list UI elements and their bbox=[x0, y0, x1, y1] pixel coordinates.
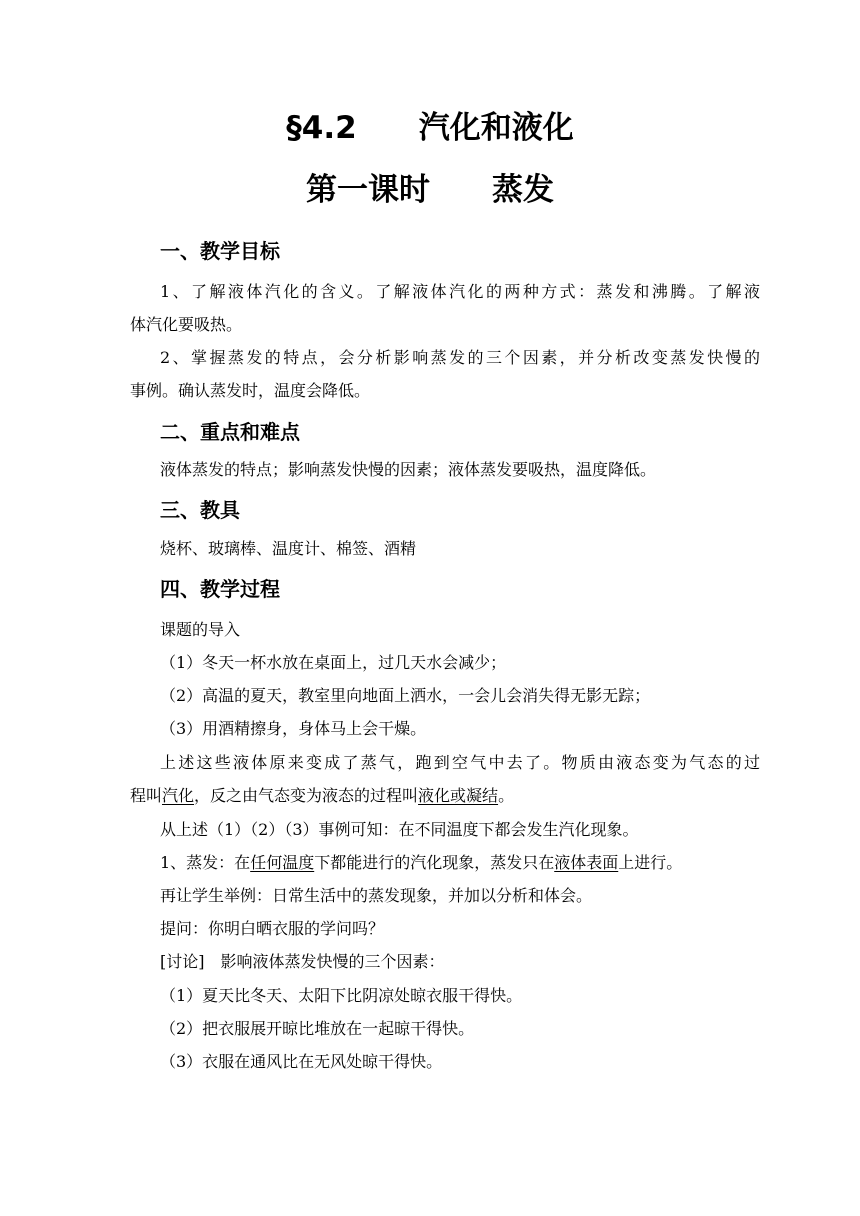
section-heading-goals: 一、教学目标 bbox=[160, 239, 280, 263]
process-question: 提问：你明白晒衣服的学问吗？ bbox=[160, 919, 385, 938]
term-any-temperature: 任何温度 bbox=[250, 853, 315, 872]
process-case-2: （2）高温的夏天，教室里向地面上洒水，一会儿会消失得无影无踪； bbox=[160, 686, 651, 705]
term-liquid-surface: 液体表面 bbox=[554, 853, 619, 872]
evap-text-c: 上进行。 bbox=[618, 853, 683, 872]
key-points-text: 液体蒸发的特点；影响蒸发快慢的因素；液体蒸发要吸热，温度降低。 bbox=[160, 460, 657, 479]
evap-text-a: 1、蒸发：在 bbox=[160, 853, 251, 872]
process-discussion: [讨论] 影响液体蒸发快慢的三个因素： bbox=[160, 952, 445, 971]
explain-text-b: ，反之由气态变为液态的过程叫 bbox=[194, 786, 419, 805]
page-subtitle: 第一课时 蒸发 bbox=[306, 172, 554, 208]
section-heading-tools: 三、教具 bbox=[160, 498, 240, 522]
goal-item-2-line-2: 事例。确认蒸发时，温度会降低。 bbox=[130, 381, 371, 400]
goal-item-1-line-2: 体汽化要吸热。 bbox=[130, 315, 243, 334]
explain-text-c: 。 bbox=[498, 786, 515, 805]
process-explain-line-1: 上述这些液体原来变成了蒸气，跑到空气中去了。物质由液态变为气态的过 bbox=[160, 753, 760, 772]
factor-1: （1）夏天比冬天、太阳下比阴凉处晾衣服干得快。 bbox=[160, 986, 523, 1005]
process-conclusion: 从上述（1）（2）（3）事例可知：在不同温度下都会发生汽化现象。 bbox=[160, 820, 639, 839]
goal-item-1-line-1: 1、了解液体汽化的含义。了解液体汽化的两种方式：蒸发和沸腾。了解液 bbox=[160, 282, 760, 301]
process-intro: 课题的导入 bbox=[160, 620, 241, 639]
term-vaporization: 汽化 bbox=[162, 786, 195, 805]
evaporation-definition bbox=[160, 852, 682, 874]
process-case-3: （3）用酒精擦身，身体马上会干燥。 bbox=[160, 719, 427, 738]
page-title: §4.2 汽化和液化 bbox=[286, 110, 574, 146]
section-heading-key-points: 二、重点和难点 bbox=[160, 420, 300, 444]
term-liquefaction: 液化或凝结 bbox=[418, 786, 499, 805]
process-explain-line-2 bbox=[130, 785, 514, 807]
process-examples: 再让学生举例：日常生活中的蒸发现象，并加以分析和体会。 bbox=[160, 886, 593, 905]
tools-text: 烧杯、玻璃棒、温度计、棉签、酒精 bbox=[160, 539, 417, 558]
section-heading-process: 四、教学过程 bbox=[160, 577, 280, 601]
factor-3: （3）衣服在通风比在无风处晾干得快。 bbox=[160, 1052, 443, 1071]
process-case-1: （1）冬天一杯水放在桌面上，过几天水会减少； bbox=[160, 653, 507, 672]
evap-text-b: 下都能进行的汽化现象，蒸发只在 bbox=[314, 853, 555, 872]
explain-text-a: 程叫 bbox=[130, 786, 163, 805]
factor-2: （2）把衣服展开晾比堆放在一起晾干得快。 bbox=[160, 1019, 475, 1038]
goal-item-2-line-1: 2、掌握蒸发的特点，会分析影响蒸发的三个因素，并分析改变蒸发快慢的 bbox=[160, 348, 760, 367]
